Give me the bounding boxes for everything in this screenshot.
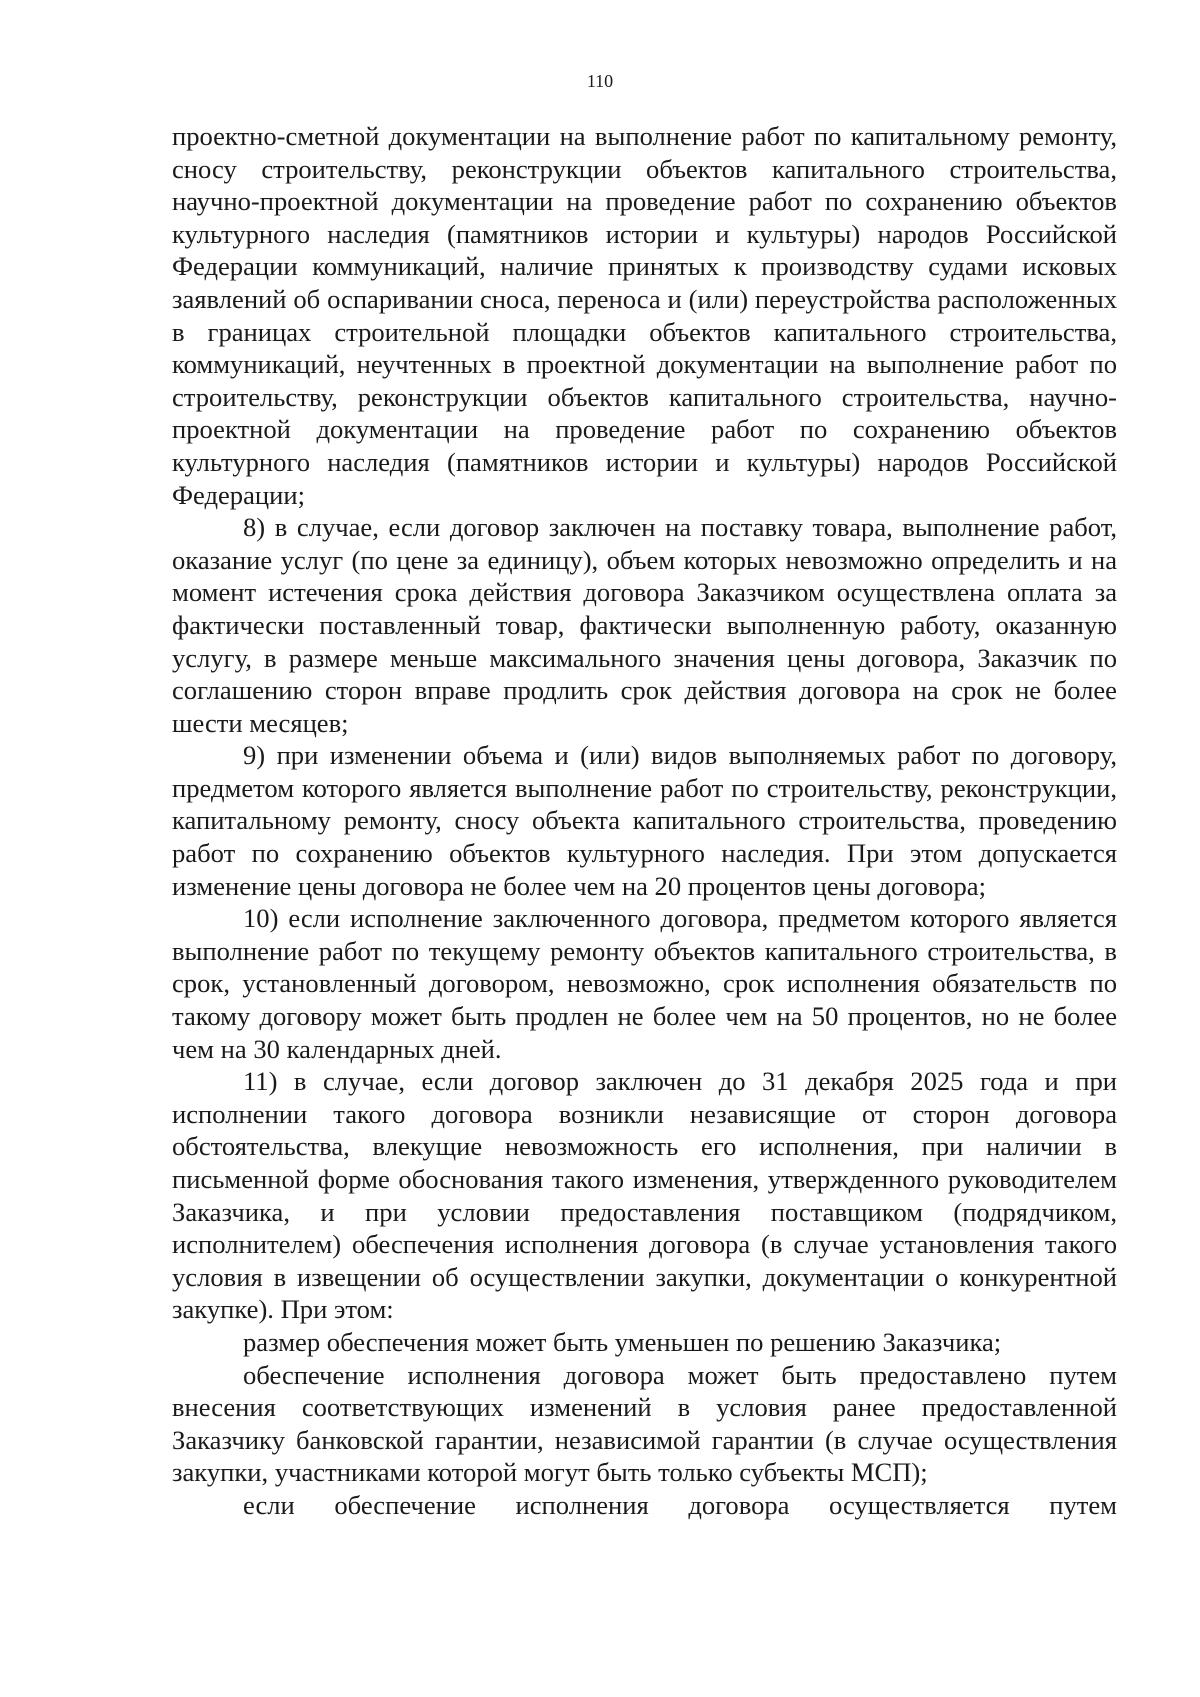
document-body [172, 120, 1117, 1522]
paragraph-item-11: 11) в случае, если договор заключен до 31 декабря 2025 года и при исполнении такого договора возникли независящие от сторон договора обстоятельства, влекущие невозможность его исполнения, при наличии в письменной форме обоснования такого изменения, утвержденного руководителем Заказчика, и при условии предоставления поставщиком (подрядчиком, исполнителем) обеспечения исполнения договора (в случае установления такого условия в извещении об осуществлении закупки, документации о конкурентной закупке). При этом: [172, 1066, 1117, 1325]
paragraph-continuation: проектно-сметной документации на выполнение работ по капитальному ремонту, сносу строительству, реконструкции объектов капитального строительства, научно-проектной документации на проведение работ по сохранению объектов культурного наследия (памятников истории и культуры) народов Российской Федерации коммуникаций, наличие принятых к производству судами исковых заявлений об оспаривании сноса, переноса и (или) переустройства расположенных в границах строительной площадки объектов капитального строительства, коммуникаций, неучтенных в проектной документации на выполнение работ по строительству, реконструкции объектов капитального строительства, научно-проектной документации на проведение работ по сохранению объектов культурного наследия (памятников истории и культуры) народов Российской Федерации; [172, 121, 1117, 510]
paragraph-security-guarantee: обеспечение исполнения договора может быть предоставлено путем внесения соответствующих изменений в условия ранее предоставленной Заказчику банковской гарантии, независимой гарантии (в случае осуществления закупки, участниками которой могут быть только субъекты МСП); [172, 1359, 1117, 1488]
paragraph-security-reduction: размер обеспечения может быть уменьшен по решению Заказчика; [243, 1326, 1002, 1357]
paragraph-item-9: 9) при изменении объема и (или) видов выполняемых работ по договору, предметом которого является выполнение работ по строительству, реконструкции, капитальному ремонту, сносу объекта капитального строительства, проведению работ по сохранению объектов культурного наследия. При этом допускается изменение цены договора не более чем на 20 процентов цены договора; [172, 740, 1117, 901]
paragraph-security-method: если обеспечение исполнения договора осуществляется путем [243, 1489, 1117, 1520]
paragraph-item-10: 10) если исполнение заключенного договора, предметом которого является выполнение работ по текущему ремонту объектов капитального строительства, в срок, установленный договором, невозможно, срок исполнения обязательств по такому договору может быть продлен не более чем на 50 процентов, но не более чем на 30 календарных дней. [172, 903, 1117, 1064]
paragraph-item-8: 8) в случае, если договор заключен на поставку товара, выполнение работ, оказание услуг (по цене за единицу), объем которых невозможно определить и на момент истечения срока действия договора Заказчиком осуществлена оплата за фактически поставленный товар, фактически выполненную работу, оказанную услугу, в размере меньше максимального значения цены договора, Заказчик по соглашению сторон вправе продлить срок действия договора на срок не более шести месяцев; [172, 512, 1117, 738]
page-number: 110 [586, 71, 614, 91]
